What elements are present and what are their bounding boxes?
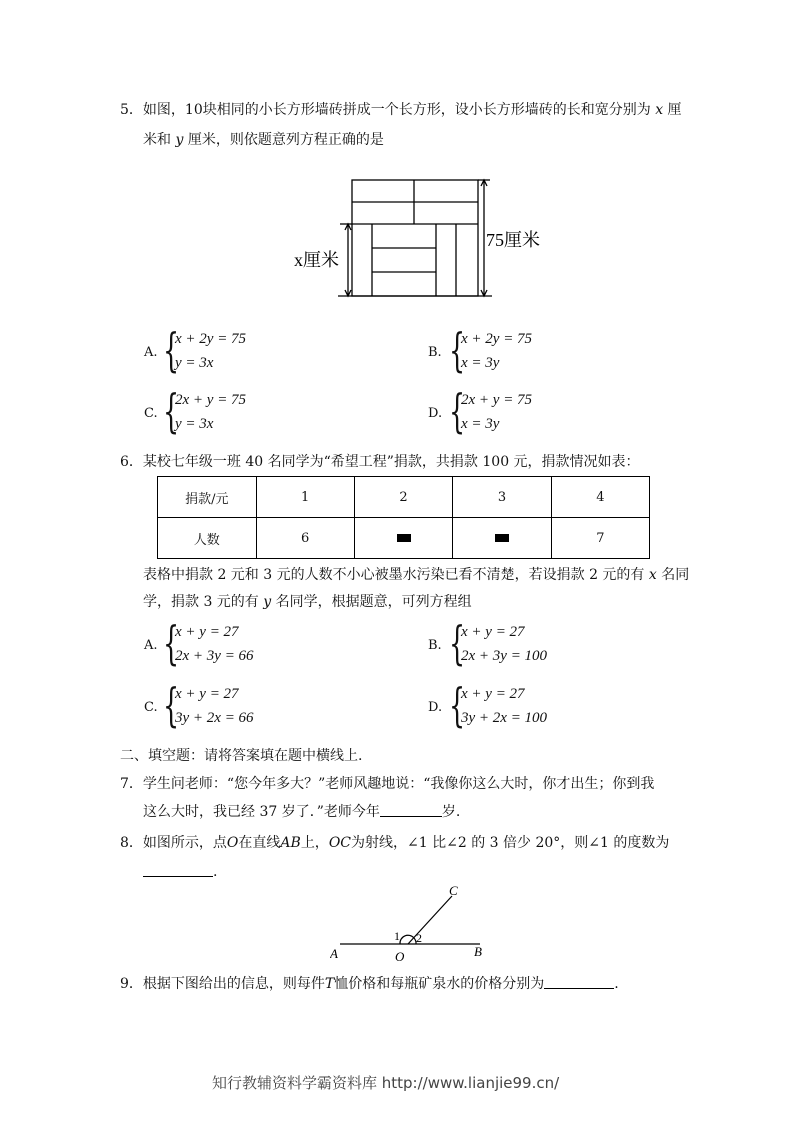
answer-blank[interactable] xyxy=(143,864,213,877)
q7-line1: 7．学生问老师：“您今年多大？”老师风趣地说：“我像你这么大时，你才出生；你到我 xyxy=(120,776,655,792)
equation: x + y = 27 xyxy=(175,686,239,702)
table-row xyxy=(158,518,650,559)
ink-blot-cell xyxy=(453,518,551,559)
equation: y = 3x xyxy=(175,355,214,371)
q8-line2: . xyxy=(143,862,217,882)
brick-figure xyxy=(290,172,550,310)
table-row xyxy=(158,477,650,518)
equation: x + y = 27 xyxy=(461,624,525,640)
brace-icon: { xyxy=(449,616,466,670)
q5-option-a-label: A. xyxy=(144,345,158,360)
q5-option-b-label: B. xyxy=(428,345,442,360)
q7-line2: 这么大时，我已经 37 岁了．”老师今年 岁. xyxy=(143,804,461,820)
table-cell: 4 xyxy=(551,477,649,518)
q6-option-b-label: B. xyxy=(428,638,442,653)
equation: 3y + 2x = 100 xyxy=(461,710,548,726)
brace-icon: { xyxy=(163,678,180,732)
q6-option-d-label: D. xyxy=(428,700,443,715)
footer-watermark: 知行教辅资料学霸资料库 http://www.lianjie99.cn/ xyxy=(212,1074,560,1092)
q5-line1: 5．如图，10块相同的小长方形墙砖拼成一个长方形，设小长方形墙砖的长和宽分别为 x 厘 xyxy=(120,102,682,118)
q9-line: 9．根据下图给出的信息，则每件T恤价格和每瓶矿泉水的价格分别为 . xyxy=(120,976,619,992)
equation: 2x + 3y = 66 xyxy=(175,648,254,664)
ink-blot xyxy=(495,534,509,542)
equation: 3y + 2x = 66 xyxy=(175,710,254,726)
brace-icon: { xyxy=(449,384,466,438)
equation: x + y = 27 xyxy=(461,686,525,702)
ink-blot xyxy=(397,534,411,542)
brace-icon: { xyxy=(163,323,180,377)
angle-2-label: 2 xyxy=(416,931,422,945)
point-a-label: A xyxy=(330,946,338,961)
table-cell: 捐款/元 xyxy=(158,477,257,518)
table-cell: 2 xyxy=(354,477,452,518)
q5-option-d-label: D. xyxy=(428,406,443,421)
equation: x = 3y xyxy=(461,355,500,371)
q6-text1: 表格中捐款 2 元和 3 元的人数不小心被墨水污染已看不清楚，若设捐款 2 元的有 x 名同 xyxy=(143,567,690,583)
equation: x + 2y = 75 xyxy=(175,331,247,347)
point-o-label: O xyxy=(395,949,405,964)
brace-icon: { xyxy=(449,323,466,377)
q6-option-c-label: C. xyxy=(144,700,158,715)
brace-icon: { xyxy=(449,678,466,732)
q6-intro: 6．某校七年级一班 40 名同学为“希望工程”捐款，共捐款 100 元，捐款情况如表： xyxy=(120,454,640,470)
q8-line1: 8．如图所示，点O在直线AB上，OC为射线，∠1 比∠2 的 3 倍少 20°，则∠1 的度数为 xyxy=(120,835,670,851)
equation: x = 3y xyxy=(461,416,500,432)
equation: 2x + y = 75 xyxy=(175,392,247,408)
q6-text2: 学，捐款 3 元的有 y 名同学，根据题意，可列方程组 xyxy=(143,594,472,610)
table-cell: 人数 xyxy=(158,518,257,559)
angle-figure xyxy=(330,882,490,964)
table-cell: 7 xyxy=(551,518,649,559)
donation-table xyxy=(157,476,650,559)
brace-icon: { xyxy=(163,616,180,670)
equation: 2x + y = 75 xyxy=(461,392,533,408)
answer-blank[interactable] xyxy=(544,976,614,989)
table-cell: 6 xyxy=(256,518,354,559)
angle-1-label: 1 xyxy=(394,929,400,943)
section-heading: 二、填空题：请将答案填在题中横线上. xyxy=(120,748,363,764)
label-x-cm: x厘米 xyxy=(294,250,339,270)
q6-option-a-label: A. xyxy=(144,638,158,653)
table-cell: 3 xyxy=(453,477,551,518)
point-b-label: B xyxy=(474,944,482,959)
brace-icon: { xyxy=(163,384,180,438)
answer-blank[interactable] xyxy=(380,804,442,817)
table-cell: 1 xyxy=(256,477,354,518)
equation: x + 2y = 75 xyxy=(461,331,533,347)
q5-option-c-label: C. xyxy=(144,406,158,421)
q5-line2: 米和 y 厘米，则依题意列方程正确的是 xyxy=(143,132,384,148)
equation: x + y = 27 xyxy=(175,624,239,640)
label-75-cm: 75厘米 xyxy=(486,230,540,250)
equation: y = 3x xyxy=(175,416,214,432)
ink-blot-cell xyxy=(354,518,452,559)
point-c-label: C xyxy=(449,883,458,898)
equation: 2x + 3y = 100 xyxy=(461,648,548,664)
